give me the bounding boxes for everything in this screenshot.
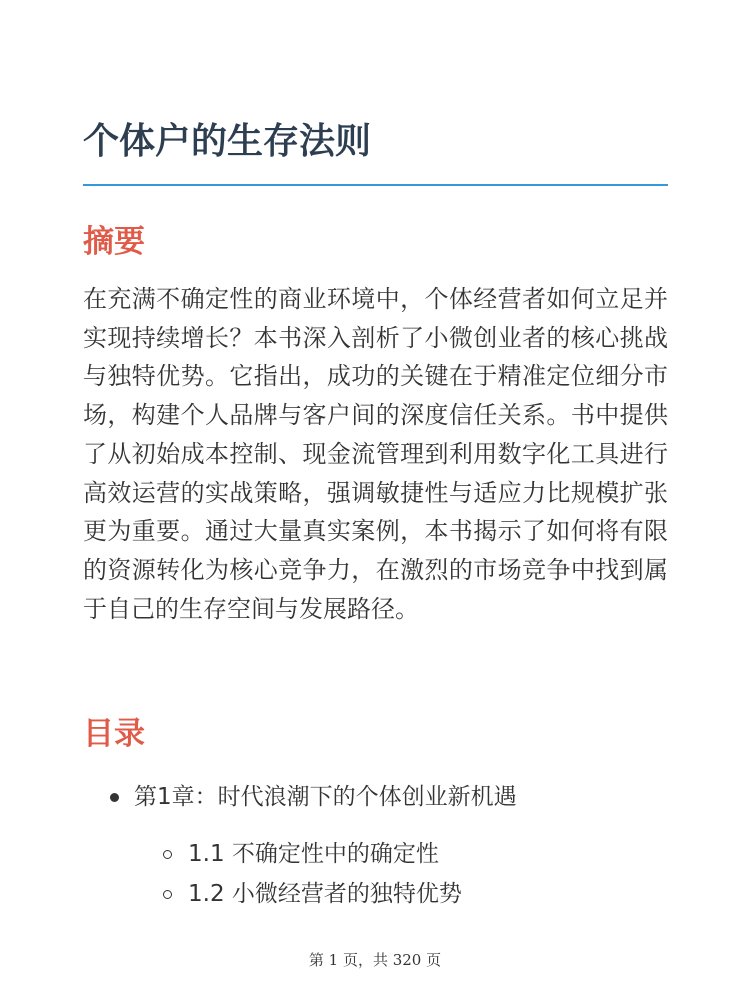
toc-section-1-2 [83,874,668,914]
toc-list [83,777,668,907]
toc-chapter-1 [83,777,668,907]
toc-chapter-label: 第1章：时代浪潮下的个体创业新机遇 [134,784,517,810]
abstract-body: 在充满不确定性的商业环境中，个体经营者如何立足并实现持续增长？本书深入剖析了小微创业者的核心挑战与独特优势。它指出，成功的关键在于精准定位细分市场，构建个人品牌与客户间的深度信任关系。书中提供了从初始成本控制、现金流管理到利用数字化工具进行高效运营的实战策略，强调敏捷性与适应力比规模扩张更为重要。通过大量真实案例，本书揭示了如何将有限的资源转化为核心竞争力，在激烈的市场竞争中找到属于自己的生存空间与发展路径。 [83,285,668,623]
toc-section-label: 1.1 不确定性中的确定性 [188,841,439,867]
bullet-disc-icon [110,793,119,802]
bullet-circle-icon [163,850,172,859]
toc-section-1-1 [83,834,668,874]
toc-section-label: 1.2 小微经营者的独特优势 [188,881,462,907]
document-page [83,0,668,1000]
title-divider [83,184,668,186]
bullet-circle-icon [163,890,172,899]
page-footer: 第 1 页，共 320 页 [308,951,442,969]
toc-sublist [83,834,668,914]
toc-heading: 目录 [83,716,145,752]
document-title: 个体户的生存法则 [83,121,372,162]
abstract-heading: 摘要 [83,224,145,260]
